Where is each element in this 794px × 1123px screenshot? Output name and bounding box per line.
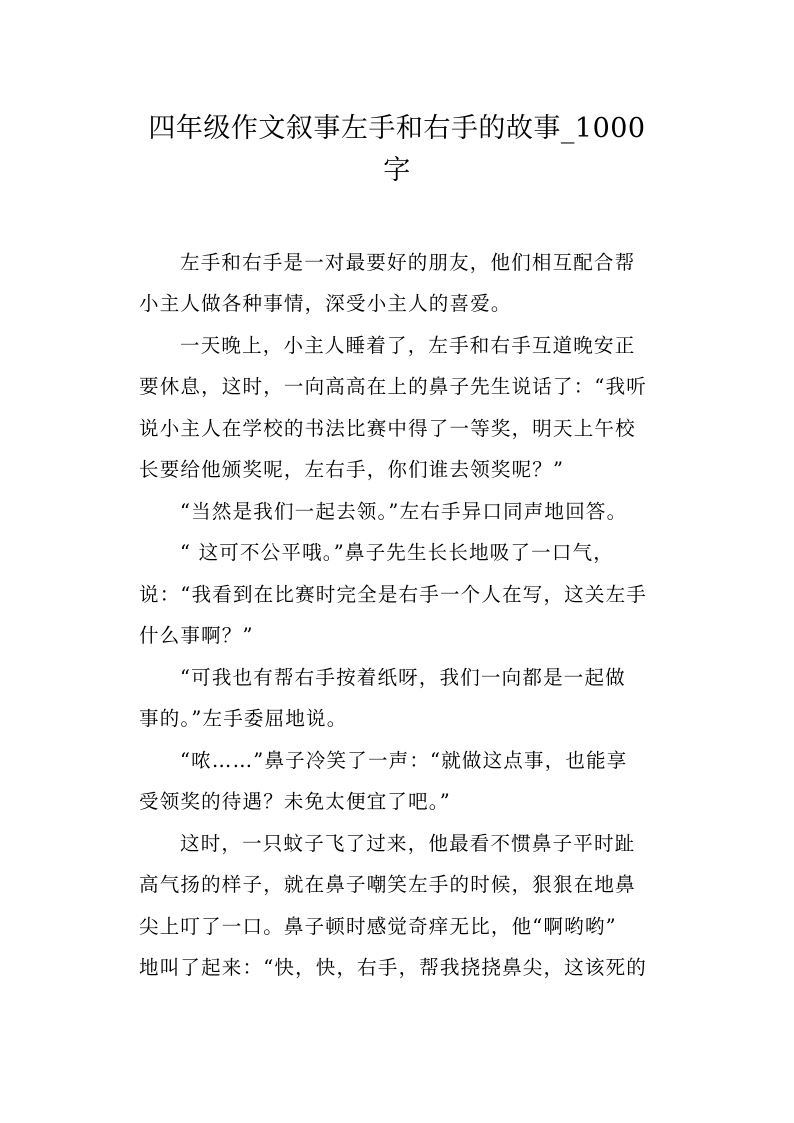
paragraph-line: “ 这可不公平哦。”鼻子先生长长地吸了一口气， bbox=[180, 541, 614, 564]
paragraph-line: 小主人做各种事情，深受小主人的喜爱。 bbox=[139, 292, 512, 315]
title-line-1: 四年级作文叙事左手和右手的故事_1000 bbox=[148, 113, 646, 144]
paragraph-line: “可我也有帮右手按着纸呀，我们一向都是一起做 bbox=[180, 666, 626, 689]
paragraph-line: 说小主人在学校的书法比赛中得了一等奖，明天上午校 bbox=[139, 417, 636, 440]
title-line-2: 字 bbox=[383, 155, 411, 186]
paragraph-line: 尖上叮了一口。鼻子顿时感觉奇痒无比，他“啊哟哟” bbox=[139, 915, 617, 938]
paragraph-line: 左手和右手是一对最要好的朋友，他们相互配合帮 bbox=[180, 251, 636, 274]
paragraph-line: 地叫了起来：“快，快，右手，帮我挠挠鼻尖，这该死的 bbox=[139, 956, 647, 979]
paragraph-line: “哝……”鼻子冷笑了一声：“就做这点事，也能享 bbox=[180, 749, 628, 772]
paragraph-line: 高气扬的样子，就在鼻子嘲笑左手的时候，狠狠在地鼻 bbox=[139, 873, 636, 896]
paragraph-line: 什么事啊？” bbox=[139, 624, 254, 647]
paragraph-line: 说：“我看到在比赛时完全是右手一个人在写，这关左手 bbox=[139, 583, 647, 606]
document-title bbox=[120, 108, 674, 192]
paragraph-line: “当然是我们一起去领。”左右手异口同声地回答。 bbox=[180, 500, 628, 523]
paragraph-line: 一天晚上，小主人睡着了，左手和右手互道晚安正 bbox=[180, 334, 636, 357]
paragraph-line: 事的。”左手委屈地说。 bbox=[139, 707, 348, 730]
paragraph-line: 要休息，这时，一向高高在上的鼻子先生说话了：“我听 bbox=[139, 375, 647, 398]
paragraph-line: 这时，一只蚊子飞了过来，他最看不惯鼻子平时趾 bbox=[180, 832, 636, 855]
paragraph-line: 受领奖的待遇？未免太便宜了吧。” bbox=[139, 790, 451, 813]
paragraph-line: 长要给他颁奖呢，左右手，你们谁去领奖呢？” bbox=[139, 458, 565, 481]
